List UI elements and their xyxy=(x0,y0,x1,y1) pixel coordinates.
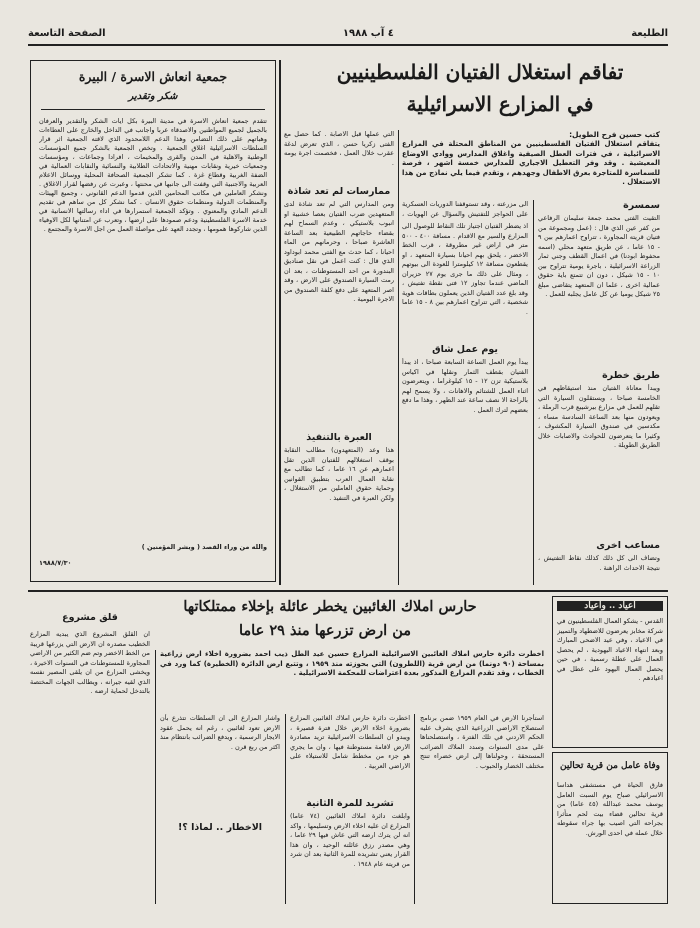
main-section-road: طريق خطرة xyxy=(602,370,660,381)
column-divider xyxy=(279,60,281,585)
section2-section-women: تشريد للمرة الثانية xyxy=(306,798,394,809)
main-headline-line1: تفاقم استغلال الفتيان الفلسطينيين xyxy=(336,60,624,84)
main-body-samsara: التقيت الفتى محمد جمعة سليمان الرفاعي من كفر عين الذي قال : (عمل ومجموعة من فتيان قريته المجاورة ، تتراوح اعمارهم بين ٩ - ١٥ عاما ، عن طريق متعهد محلي (اسمه محفوظ ابودنا) في اعمال القطف وجني ثمار الزراعة الاسرائيلية ، باجرة يومية تتراوح بين ١٠ - ١٥ شيكل ، دون ان تتمتع باية حقوق عمالية اخرى ، علما ان المتعهد يتقاضى مبلغ ٢٥ شيكل يوميا عن كل عامل يجلبه للعمل . xyxy=(538,214,660,298)
section2-headline-line1: حارس املاك الغائبين يخطر عائلة بإخلاء ممتلكاتها xyxy=(183,598,477,615)
main-section-samsara: سمسرة xyxy=(623,200,660,211)
section2-intro: اخطرت دائرة حارس املاك الغائبين الاسرائيلية المزارع حسين عيد الطل ذيب احمد بضرورة اخلاء ارض زراعية بمساحة (٩٠ دونما) من ارض قرية (اللطرون) التي بحوزته منذ ١٩٥٩ ، وتتبع ارض الدائرة (الخطيرة) كما ورد في الخطاب ، وقد تقدم المزارع المذكور بعدة اعتراضات للمحكمة الاسرائيلية . xyxy=(160,650,544,677)
column-divider xyxy=(155,650,156,904)
main-body-road: ويبدأ معاناة الفتيان منذ استيقاظهم في الخامسة صباحا ، ويستقلون السيارة التي تقلهم للعمل في مزارع بيرشيبع قرب الرملة ، ويعودون منها بعد الساعة السادسة مساء ، مكدسين في صندوق السيارة المكشوف ، وكثيرا ما يتعرضون للحوادث والاصابات خلال الطريق الطويلة . xyxy=(538,384,660,449)
section2-col-mid: اخطرت دائرة حارس املاك الغائبين المزارع بضرورة اخلاء الارض خلال فترة قصيرة ، ويبدو ان السلطات الاسرائيلية تريد مصادرة الارض لاقامة مستوطنة فيها ، وان ما يجري هو جزء من مخطط شامل للاستيلاء على الاراضي العربية . xyxy=(290,714,410,770)
death-notice-title: وفاة عامل من قرية تحالين xyxy=(559,761,661,771)
main-col3-top: التي عملها قبل الاصابة . كما حصل مع الفتى زكريا حسن ، الذي تعرض لدغة عقرب خلال العمل ، فخصمت اجرة يومه . xyxy=(284,130,394,167)
main-section-other: مساعب اخرى xyxy=(596,540,660,551)
main-section-hard-day: يوم عمل شاق xyxy=(432,344,498,355)
section2-col-right: استأجرنا الارض في العام ١٩٥٩ ضمن برنامج استصلاح الاراضي الزراعية الذي يشرف عليه الحكم الاردني في تلك الفترة ، واستصلحناها على مدى السنوات وسدد الملاك الضرائب المستحقة ، وحولناها إلى ارض خضراء تنتج مختلف الخضار والحبوب . xyxy=(420,714,544,770)
main-section-practices: ممارسات لم تعد شاذة xyxy=(287,186,391,197)
section2-body-worry: ان القلق المشروع الذي يبديه المزارع الخطيب مصدره ان الارض التي يزرعها قريبة من الخط الاخضر وتم ضم الكثير من الاراضي المجاورة للمستوطنات في السنوات الاخيرة ، ويخشى المزارع من ان يلقى المصير نفسه الذي لقيه جيرانه ، ويطالب الجهات المختصة بالتدخل لحماية ارضه . xyxy=(30,630,150,695)
association-body: تتقدم جمعية انعاش الاسرة في مدينة البيرة بكل ايات الشكر والتقدير والعرفان بالجميل لجميع المواطنين والاصدقاء عربا واجانب في الداخل والخارج على العطاءات وهباتهم على ذلك التضامن وهذا الدعم اللامحدود الذي لاقته الجمعية اثر قرار السلطات الاسرائيلية اغلاق الجمعية . وتخص الجمعية بالشكر جميع المؤسسات الوطنية والاهلية في المدن والقرى والمخيمات ، افرادا وجماعات ، ومؤسسات وجمعيات خيرية ونقابات مهنية والاتحادات الطلابية والنسائية والنقابات العمالية في الضفة الغربية وقطاع غزة . كما تشكر الجمعية الصحافة المحلية ووسائل الاعلام العربية والاجنبية التي وقفت الى جانبها في محنتها ، وعبرت عن رفضها لقرار الاغلاق . ونشكر العاملين في مكاتب المحامين الذين قدموا الدعم القانوني ، وجميع الهيئات والمنظمات الدولية ومنظمات حقوق الانسان . كما نشكر كل من ساهم في تقديم الدعم المادي والمعنوي . وتؤكد الجمعية استمرارها في اداء رسالتها الانسانية في خدمة الاسرة الفلسطينية ودعم صمودها على ارضها ، وتعرب عن امتنانها لكل الاوفياء الذين شاركوها همومها ، وتجدد العهد على مواصلة العمل من اجل الاسرة والمجتمع . xyxy=(39,117,267,233)
main-author: كتب حسين فرح الطويل: xyxy=(569,130,660,139)
main-body-hard-day: يبدأ يوم العمل الساعة السابعة صباحا ، اذ يبدأ الفتيان بقطف الثمار ونقلها في اكياس بلاستيكية تزن ١٢ - ١٥ كيلوغراما ، ويتعرضون اثناء العمل للشتائم والاهانات ، ولا يسمح لهم بالراحة الا نصف ساعة عند الظهر ، وهذا ما دفع بعضهم لترك العمل . xyxy=(402,358,528,414)
header-page-label: الصفحة التاسعة xyxy=(28,27,106,39)
header-newspaper-name: الطليعة xyxy=(631,27,668,39)
main-body-lesson: هذا وعد (المتعهدون) مطالب النقابة بوقف استغلالهم للفتيان الذين تقل اعمارهم عن ١٦ عاما ، كما تطالب مع نقابة العمال العرب بتطبيق القوانين وحماية حقوق العاملين من الاستغلال ، ولكن العبرة في التنفيذ . xyxy=(284,446,394,502)
main-body-practices: ومن المدارس التي لم تعد شاذة لدى المتعهدين ضرب الفتيان بعصا خشبية او انبوب بلاستيكي ، وعدم السماح لهم بقضاء حاجاتهم الطبيعية بعد الساعة العاشرة صباحا ، وحرمانهم من الماء احيانا ، كما حدث مع الفتى محمد ابوداود الذي قال : كنت اعمل في نقل صناديق البندورة من احد المستوطنات ، بعد ان رمت السيارة الصندوق على الارض ، وقد اصر المتعهد على دفع كلفة الصندوق من الاجرة اليومية . xyxy=(284,200,394,303)
column-divider xyxy=(533,200,534,585)
section2-section-danger: الاخطار .. لماذا ؟! xyxy=(177,822,263,833)
association-date: ١٩٨٨/٧/٣٠ xyxy=(39,559,72,567)
column-divider xyxy=(414,714,415,904)
association-signoff: والله من وراء القصد ( وبشر المؤمنين ) xyxy=(141,543,267,551)
association-title: جمعية انعاش الاسرة / البيرة xyxy=(78,69,228,84)
main-body-other: وتضاف الى كل ذلك كذلك نقاط التفتيش ، نتيجة الاحداث الراهنة . xyxy=(538,554,660,572)
holidays-title: اعياد .. واعياد xyxy=(557,601,663,611)
association-subtitle: شكر وتقدير xyxy=(128,91,178,102)
main-col2-top: الى مزرعته ، وقد تستوقفنا الدوريات العسكرية على الحواجز للتفتيش والسؤال عن الهويات ، xyxy=(402,200,528,218)
main-intro: يتفاقم استغلال الفتيان الفلسطينيين من المناطق المحتلة في المزارع الاسرائيلية ، في فترات العطل الصيفية واغلاق المدارس ووادي الاوضاع المعيشية . وقد وفر التعطيل الاجباري للمدارس خمسة اشهر ، فرصة للسماسرة للمتاجرة بعرق الاطفال وجهدهم ، وتقدم فيما يلي نماذج من هذا الاستغلال . xyxy=(402,140,660,186)
death-notice-body: فارق الحياة في مستشفى هداسا الاسرائيلي صباح يوم السبت العامل يوسف محمد عبدالله (٤٥ عاما) من قرية تحالين قضاء بيت لحم متأثرا بجراحه التي اصيب بها جراء سقوطه خلال عمله في احدى الورش. xyxy=(557,781,663,837)
column-divider xyxy=(398,130,399,585)
holidays-body: القدس - يشكو العمال الفلسطينيون في شركة مخابز يعرضون للاضطهاد والتمييز في الاعياد ، وفي عيد الاضحى المبارك وبعد انتهاء الاعياد اليهودية ، لم يحصل العمال على عطلة رسمية ، في حين يحصل العمال اليهود على عطل في اعيادهم . xyxy=(557,617,663,682)
section2-col-left: واشار المزارع الى ان السلطات تتذرع بأن الارض تعود لغائبين ، رغم انه يحمل عقود الايجار الرسمية ، ويدفع الضرائب بانتظام منذ اكثر من ربع قرن . xyxy=(160,714,280,751)
section2-headline-line2: من ارض تزرعها منذ ٢٩ عاما xyxy=(239,622,411,639)
column-divider xyxy=(285,714,286,904)
section2-section-worry: قلق مشروع xyxy=(62,612,118,623)
main-section-lesson: العبرة بالتنفيذ xyxy=(306,432,372,443)
death-notice-box xyxy=(552,752,668,904)
page-header xyxy=(28,22,668,46)
divider-line xyxy=(41,109,265,110)
main-body-col2: اذ يضطر الفتيان اجتياز تلك النقاط للوصول الى المزارع والسير مع الاقدام . مسافة ٤٠٠ - ٥٠٠ متر في اراض غير مطروقة ، قرب الخط الاخضر ، يلحق بهم احيانا بسيارة المتعهد ، او يقطعون مسافة ١٢ كيلومترا للعودة الى بيوتهم ، ومثال على ذلك ما جرى يوم ٢٧ حزيران الماضي عندما تجاوز ١٢ فتى نقطة تفتيش ، وقد بلغ عدد الفتيان الذين يعملون بطاقات هوية شخصية ، التي تتراوح اعمارهم بين ٨ - ١٥ عاما . xyxy=(402,222,528,316)
holidays-box xyxy=(552,596,668,748)
section2-body-women: وابلغت دائرة املاك الغائبين (٧٤ عاما) المزارع ان عليه اخلاء الارض وتسليمها ، واكد انه لن يترك ارضه التي عاش فيها ٢٩ عاما ، وهي مصدر رزق عائلته الوحيد ، وان هذا القرار يعني تشريده للمرة الثانية بعد ان شرد من قريته عام ١٩٤٨ . xyxy=(290,812,410,868)
association-notice-box xyxy=(30,60,276,582)
section-divider xyxy=(28,590,668,592)
main-headline-line2: في المزارع الاسرائيلية xyxy=(406,92,594,116)
header-date: ٤ آب ١٩٨٨ xyxy=(342,27,394,39)
